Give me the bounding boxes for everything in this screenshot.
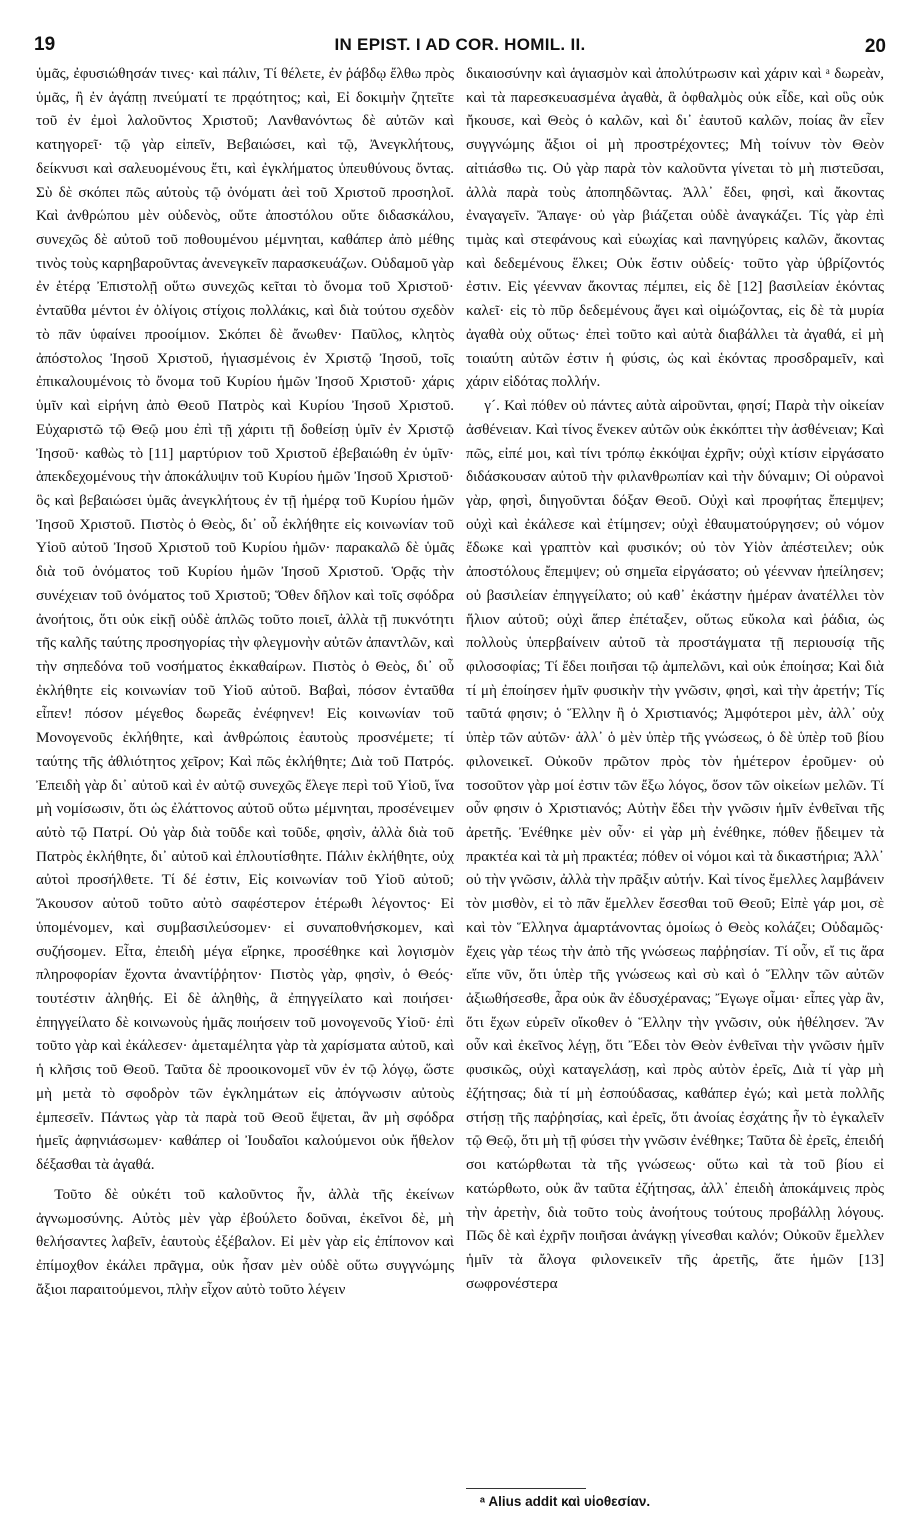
page-number-left: 19 bbox=[34, 34, 56, 55]
footnote: ᵃ Alius addit καὶ υἱοθεσίαν. bbox=[480, 1494, 651, 1509]
right-column bbox=[466, 62, 884, 1295]
right-paragraph-1: δικαιοσύνην καὶ ἁγιασμὸν καὶ ἀπολύτρωσιν καὶ χάριν καὶ ᵃ δωρεὰν, καὶ τὰ παρεσκευασμένα ἀγαθὰ, ἃ ὀφθαλμὸς οὐκ εἶδε, καὶ οὓς οὐκ ἤκουσε, καὶ Θεὸς ὁ καλῶν, καὶ δι᾽ ἑαυτοῦ καλῶν, ποίας ἂν εἶεν συγγνώμης ἄξιοι οἱ μὴ προστρέχοντες; Μὴ τοίνυν τὸν Θεὸν αἰτιάσθω τις. Οὐ γὰρ παρὰ τὸν καλοῦντα γίνεται τὸ μὴ πιστεῦσαι, ἀλλὰ παρὰ τοὺς ἀποπηδῶντας. Ἀλλ᾽ ἔδει, φησὶ, καὶ ἄκοντας ἐναγαγεῖν. Ἄπαγε· οὐ γὰρ βιάζεται οὐδὲ ἀναγκάζει. Τίς γὰρ ἐπὶ τιμὰς καὶ στεφάνους καὶ εὐωχίας καὶ πανηγύρεις καλῶν, ἄκοντας καὶ δεδεμένους ἕλκει; Οὐκ ἔστιν οὐδείς· τοῦτο γὰρ ὑβρίζοντός ἐστιν. Εἰς γέενναν ἄκοντας πέμπει, εἰς δὲ [12] βασιλείαν ἑκόντας καλεῖ· εἰς τὸ πῦρ δεδεμένους ἄγει καὶ οἰμώζοντας, εἰς δὲ τὰ μυρία ἀγαθὰ οὐχ οὕτως· ἐπεὶ τοῦτο καὶ αὐτὰ διαβάλλει τὰ ἀγαθά, εἰ μὴ τοιαύτη αὐτῶν ἐστιν ἡ φύσις, ὡς καὶ ἑκόντας προσδραμεῖν, καὶ χάριν εἰδότας πολλήν. bbox=[466, 65, 884, 391]
right-paragraph-2: γ´. Καὶ πόθεν οὐ πάντες αὐτὰ αἱροῦνται, φησί; Παρὰ τὴν οἰκείαν ἀσθένειαν. Καὶ τίνος ἕνεκεν αὐτῶν οὐκ ἐκκόπτει τὴν ἀσθένειαν; Καὶ πῶς, εἰπέ μοι, καὶ τίνι τρόπῳ ἐκκόψαι ἐχρῆν; οὐχὶ κτίσιν εἰργάσατο διδάσκουσαν αὐτοῦ τὴν φιλανθρωπίαν καὶ τὴν δύναμιν; Οἱ οὐρανοὶ γὰρ, φησὶ, διηγοῦνται δόξαν Θεοῦ. Οὐχὶ καὶ προφήτας ἔπεμψεν; οὐχὶ καὶ ἐκάλεσε καὶ ἐτίμησεν; οὐχὶ ἐθαυματούργησεν; οὐ νόμον ἔδωκε καὶ γραπτὸν καὶ φυσικόν; οὐ τὸν Υἱὸν ἀπέστειλεν; οὐκ ἀποστόλους ἔπεμψεν; οὐ σημεῖα εἰργάσατο; οὐ γέενναν ἠπείλησεν; οὐ βασιλείαν ἐπηγγείλατο; οὐ καθ᾽ ἑκάστην ἡμέραν ἀνατέλλει τὸν ἥλιον αὐτοῦ; οὐχὶ ἅπερ ἐπέταξεν, οὕτως εὔκολα καὶ ῥάδια, ὡς πολλοὺς ὑπερβαίνειν αὐτοῦ τὰ προστάγματα τῇ περιουσίᾳ τῆς φιλοσοφίας; Τί ἔδει ποιῆσαι τῷ ἀμπελῶνι, καὶ οὐκ ἐποίησα; Καὶ διὰ τί μὴ ἐποίησεν ἡμῖν φυσικὴν τὴν γνῶσιν, φησὶ, καὶ τὴν ἀρετήν; Τίς ταῦτά φησιν; ὁ Ἕλλην ἢ ὁ Χριστιανός; Ἀμφότεροι μὲν, ἀλλ᾽ οὐχ ὑπὲρ τῶν αὐτῶν· ἀλλ᾽ ὁ μὲν ὑπὲρ τῆς γνώσεως, ὁ δὲ ὑπὲρ τοῦ βίου φιλονεικεῖ. Οὐκοῦν πρῶτον πρὸς τὸν ἡμέτερον ἐροῦμεν· οὐ τοσοῦτον γὰρ μοί ἐστιν τῶν ἔξω λόγος, ὅσον τῶν οἰκείων μελῶν. Τί οὖν φησιν ὁ Χριστιανός; Αὐτὴν ἔδει τὴν γνῶσιν ἡμῖν ἐνθεῖναι τῆς ἀρετῆς. Ἐνέθηκε μὲν οὖν· εἰ γὰρ μὴ ἐνέθηκε, πόθεν ᾔδειμεν τὰ πρακτέα καὶ τὰ μὴ πρακτέα; πόθεν οἱ νόμοι καὶ τὰ δικαστήρια; Ἀλλ᾽ οὐ τὴν γνῶσιν, ἀλλὰ τὴν πρᾶξιν αὐτήν. Καὶ τίνος ἔμελλες λαμβάνειν τὸν μισθὸν, εἰ τὸ πᾶν ἔμελλεν ἔσεσθαι τοῦ Θεοῦ; Εἰπὲ γάρ μοι, σὲ καὶ τὸν Ἕλληνα ἁμαρτάνοντας ὁμοίως ὁ Θεὸς κολάζει; Οὐδαμῶς· ἔχεις γὰρ τέως τὴν ἀπὸ τῆς γνώσεως παῤῥησίαν. Τί οὖν, εἴ τις ἄρα εἴπε νῦν, ὅτι ὑπὲρ τῆς γνώσεως καὶ σὺ καὶ ὁ Ἕλλην τῶν αὐτῶν ἀξιωθήσεσθε, ἆρα οὐκ ἂν ἐδυσχέρανας; Ἔγωγε οἶμαι· εἶπες γὰρ ἂν, ὅτι ἔχων εὑρεῖν οἴκοθεν ὁ Ἕλλην τὴν γνῶσιν, οὐκ ἠθέλησεν. Ἂν οὖν καὶ ἐκεῖνος λέγῃ, ὅτι Ἔδει τὸν Θεὸν ἐνθεῖναι τὴν γνῶσιν ἡμῖν φυσικῶς, οὐχὶ καταγελάσῃ, καὶ πρὸς αὐτὸν ἐρεῖς, Διὰ τί γὰρ μὴ ἐζήτησας; διὰ τί μὴ ἐσπούδασας, καθάπερ ἐγώ; καὶ μετὰ πολλῆς στήσῃ τῆς παῤῥησίας, καὶ ἐρεῖς, ὅτι ἀνοίας ἐσχάτης ἦν τὸ ἐγκαλεῖν τῷ Θεῷ, ὅτι μὴ τῇ φύσει τὴν γνῶσιν ἐνέθηκε; Ταῦτα δὲ ἐρεῖς, ἐπειδή σοι κατώρθωται τὰ τῆς γνώσεως· οὕτω καὶ τὰ τοῦ βίου εἰ κατώρθωτο, οὐκ ἂν ταῦτα ἐζήτησας, ἀλλ᾽ ἐπειδὴ ἀποκάμνεις πρὸς τὴν ἀρετὴν, διὰ τοῦτο τοὺς ἀνοήτους τούτους προβάλλῃ λόγους. Πῶς δὲ καὶ ἐχρῆν ποιῆσαι ἀνάγκῃ γίνεσθαι καλόν; Οὐκοῦν ἔμελλεν ἡμῖν τὰ ἄλογα φιλονεικεῖν τῆς ἀρετῆς, ἅτε ἡμῶν [13] σωφρονέστερα bbox=[466, 397, 884, 1292]
left-paragraph-1: ὑμᾶς, ἐφυσιώθησάν τινες· καὶ πάλιν, Τί θέλετε, ἐν ῥάβδῳ ἔλθω πρὸς ὑμᾶς, ἢ ἐν ἀγάπῃ πνεύματί τε πρᾳότητος; καὶ, Εἰ δοκιμὴν ζητεῖτε τοῦ ἐν ἐμοὶ λαλοῦντος Χριστοῦ; Λανθανόντως δὲ αὐτῶν καὶ κατηγορεῖ· τῷ γὰρ εἰπεῖν, Βεβαιώσει, καὶ τῷ, Ἀνεγκλήτους, δείκνυσι καὶ σαλευομένους ἔτι, καὶ ἐγκλήματος ὑπευθύνους ὄντας. Σὺ δὲ σκόπει πῶς αὐτοὺς τῷ ὀνόματι ἀεὶ τοῦ Χριστοῦ προσηλοῖ. Καὶ ἀνθρώπου μὲν οὐδενὸς, οὔτε ἀποστόλου οὔτε διδασκάλου, συνεχῶς δὲ αὐτοῦ τοῦ ποθουμένου μέμνηται, καθάπερ ἀπὸ μέθης τινὸς τοὺς καρηβαροῦντας ἀνενεγκεῖν παρασκευάζων. Οὐδαμοῦ γὰρ ἐν ἑτέρᾳ Ἐπιστολῇ οὕτω συνεχῶς κεῖται τὸ ὄνομα τοῦ Χριστοῦ· ἐνταῦθα μέντοι ἐν ὀλίγοις στίχοις πολλάκις, καὶ διὰ τούτου σχεδὸν τὸ πᾶν ὑφαίνει προοίμιον. Σκόπει δὲ ἄνωθεν· Παῦλος, κλητὸς ἀπόστολος Ἰησοῦ Χριστοῦ, ἡγιασμένοις ἐν Χριστῷ Ἰησοῦ, τοῖς ἐπικαλουμένοις τὸ ὄνομα τοῦ Κυρίου ἡμῶν Ἰησοῦ Χριστοῦ· χάρις ὑμῖν καὶ εἰρήνη ἀπὸ Θεοῦ Πατρὸς καὶ Κυρίου Ἰησοῦ Χριστοῦ. Εὐχαριστῶ τῷ Θεῷ μου ἐπὶ τῇ χάριτι τῇ δοθείσῃ ὑμῖν ἐν Χριστῷ Ἰησοῦ· καθὼς τὸ [11] μαρτύριον τοῦ Χριστοῦ ἐβεβαιώθη ἐν ὑμῖν· ἀπεκδεχομένους τὴν ἀποκάλυψιν τοῦ Κυρίου ἡμῶν Ἰησοῦ Χριστοῦ· ὃς καὶ βεβαιώσει ὑμᾶς ἀνεγκλήτους ἐν τῇ ἡμέρᾳ τοῦ Κυρίου ἡμῶν Ἰησοῦ Χριστοῦ. Πιστὸς ὁ Θεὸς, δι᾽ οὗ ἐκλήθητε εἰς κοινωνίαν τοῦ Υἱοῦ αὐτοῦ Ἰησοῦ Χριστοῦ τοῦ Κυρίου ἡμῶν· παρακαλῶ δὲ ὑμᾶς διὰ τοῦ ὀνόματος τοῦ Κυρίου ἡμῶν Ἰησοῦ Χριστοῦ. Ὁρᾷς τὴν συνέχειαν τοῦ ὀνόματος τοῦ Χριστοῦ; Ὅθεν δῆλον καὶ τοῖς σφόδρα ἀνοήτοις, ὅτι οὐκ εἰκῇ οὐδὲ ἁπλῶς τοῦτο ποιεῖ, ἀλλὰ τῇ πυκνότητι τῆς καλῆς ταύτης προσηγορίας τὴν φλεγμονὴν αὐτῶν ἀπαντλῶν, καὶ τὴν σηπεδόνα τοῦ νοσήματος ἐκκαθαίρων. Πιστὸς ὁ Θεὸς, δι᾽ οὗ ἐκλήθητε εἰς κοινωνίαν τοῦ Υἱοῦ αὐτοῦ. Βαβαὶ, πόσον ἐνταῦθα εἶπεν! πόσον μέγεθος δωρεᾶς ἐνέφηνεν! Εἰς κοινωνίαν τοῦ Μονογενοῦς ἐκλήθητε, καὶ ἀνθρώποις ἑαυτοὺς προσνέμετε; τί ταύτης τῆς ἀθλιότητος χεῖρον; Καὶ πῶς ἐκλήθητε; Διὰ τοῦ Πατρός. Ἐπειδὴ γὰρ δι᾽ αὐτοῦ καὶ ἐν αὐτῷ συνεχῶς ἔλεγε περὶ τοῦ Υἱοῦ, ἵνα μὴ νομίσωσιν, ὅτι ὡς ἐλάττονος αὐτοῦ οὕτω μέμνηται, προσένειμεν αὐτὸ τῷ Πατρί. Οὐ γὰρ διὰ τοῦδε καὶ τοῦδε, φησὶν, ἀλλὰ διὰ τοῦ Πατρὸς ἐκλήθητε, δι᾽ αὐτοῦ καὶ ἐπλουτίσθητε. Πάλιν ἐκλήθητε, οὐχ αὐτοὶ προσήλθετε. Τί δέ ἐστιν, Εἰς κοινωνίαν τοῦ Υἱοῦ αὐτοῦ; Ἄκουσον αὐτοῦ τοῦτο αὐτὸ σαφέστερον ἑτέρωθι λέγοντος· Εἰ ὑπομένομεν, καὶ συμβασιλεύσομεν· εἰ συναποθνήσκομεν, καὶ συζήσομεν. Εἶτα, ἐπειδὴ μέγα εἴρηκε, προσέθηκε καὶ λογισμὸν πληροφορίαν ἔχοντα ἀναντίῤῥητον· Πιστὸς γὰρ, φησὶν, ὁ Θεός· τουτέστιν ἀληθής. Εἰ δὲ ἀληθὴς, ἃ ἐπηγγείλατο καὶ ποιήσει· ἐπηγγείλατο δὲ κοινωνοὺς ἡμᾶς ποιήσειν τοῦ μονογενοῦς Υἱοῦ· ἐπὶ τοῦτο γὰρ καὶ ἐκάλεσεν· ἀμεταμέλητα γὰρ τὰ χαρίσματα αὐτοῦ, καὶ ἡ κλῆσις τοῦ Θεοῦ. Ταῦτα δὲ προοικονομεῖ νῦν ἐν τῷ λόγῳ, ὥστε μὴ μετὰ τὸ σφοδρὸν τῶν ἐγκλημάτων εἰς ἀπόγνωσιν αὐτοὺς ἐμπεσεῖν. Πάντως γὰρ τὰ παρὰ τοῦ Θεοῦ ἕψεται, ἂν μὴ σφόδρα ἡμεῖς ἀφηνιάσωμεν· καθάπερ οἱ Ἰουδαῖοι καλούμενοι οὐκ ἤθελον δέξασθαι τὰ ἀγαθά. bbox=[36, 65, 454, 1174]
left-paragraph-2: Τοῦτο δὲ οὐκέτι τοῦ καλοῦντος ἦν, ἀλλὰ τῆς ἐκείνων ἀγνωμοσύνης. Αὐτὸς μὲν γὰρ ἐβούλετο δοῦναι, ἐκεῖνοι δὲ, μὴ θελήσαντες λαβεῖν, ἑαυτοὺς ἐξέβαλον. Εἰ μὲν γὰρ εἰς ἐπίπονον καὶ ἐπίμοχθον ἐκάλει πρᾶγμα, οὐκ ἦσαν μὲν οὐδὲ οὕτω συγγνώμης ἄξιοι παραιτούμενοι, πλὴν εἶχον αὐτὸ τοῦτο λέγειν bbox=[36, 1185, 454, 1298]
page-number-right: 20 bbox=[864, 36, 886, 57]
running-title: IN EPIST. I AD COR. HOMIL. II. bbox=[334, 35, 586, 54]
footnote-rule bbox=[466, 1488, 586, 1489]
running-head bbox=[34, 34, 886, 62]
left-column bbox=[36, 62, 454, 1301]
